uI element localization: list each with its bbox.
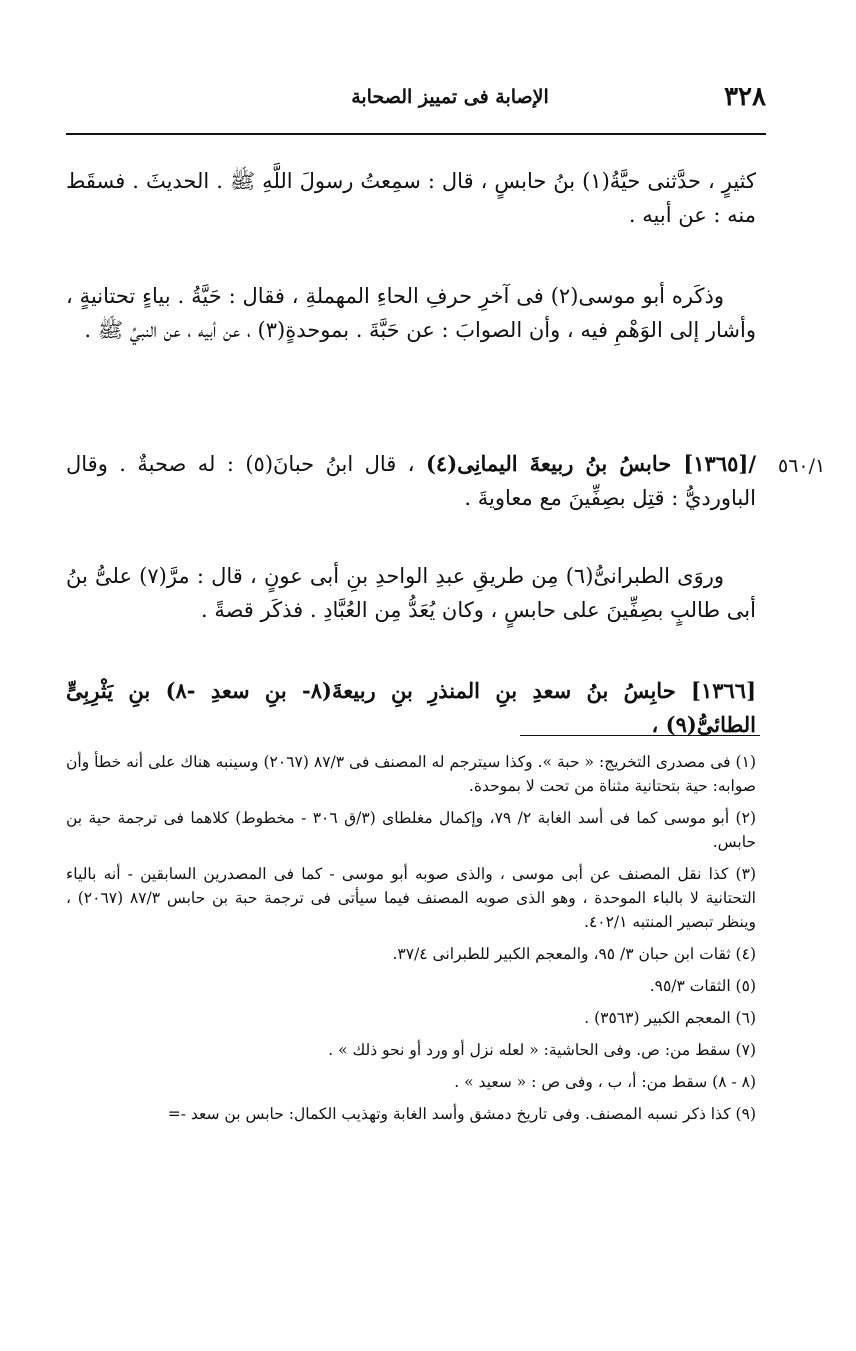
footnote: (٥) الثقات ٩٥/٣. <box>649 977 756 996</box>
footnote: (١) فى مصدرى التخريج: « حبة ». وكذا سيترجم له المصنف فى ٨٧/٣ (٢٠٦٧) وسينبه هناك على أنه خطأ وأن صوابه: حية بتحتانية مثناة من تحت لا بموحدة. <box>66 753 756 796</box>
paragraph: وذكَره أبو موسى(٢) فى آخرِ حرفِ الحاءِ المهملةِ ، فقال : حَيَّةُ . بياءٍ تحتانيةٍ ، وأشار إلى الوَهْمِ فيه ، وأن الصوابَ : عن حَبَّةَ . بموحدةٍ(٣) ، عن أبيه ، عن النبيِّ ﷺ . <box>66 284 756 342</box>
entry-heading: /[١٣٦٥] حابسُ بنُ ربيعةَ اليمانِى(٤) <box>425 451 757 476</box>
footnote: (٣) كذا نقل المصنف عن أبى موسى ، والذى صوبه أبو موسى - كما فى المصدرين السابقين - أنه بالياء التحتانية لا بالباء الموحدة ، وهو الذى صوبه المصنف فيما سيأتى فى ترجمة حبة بن حابس ٨٧/٣ (٢٠٦٧) ، وينظر تبصير المنتبه ٤٠٢/١. <box>66 865 756 932</box>
footnote: (٢) أبو موسى كما فى أسد الغابة ٢/ ٧٩، وإكمال مغلطاى (٣/ق ٣٠٦ - مخطوط) كلاهما فى ترجمة حية بن حابس. <box>66 809 756 852</box>
footnote-rule <box>520 735 760 736</box>
entry-1366-heading: [١٣٦٦] حابِسُ بنُ سعدِ بنِ المنذرِ بنِ ربيعةَ(٨- بنِ سعدِ -٨) بنِ يَثْرِبِىٍّ الطائىُّ(٩) ، <box>66 678 756 737</box>
footnote: (٩) كذا ذكر نسبه المصنف. وفى تاريخ دمشق وأسد الغابة وتهذيب الكمال: حابس بن سعد -= <box>167 1105 756 1124</box>
running-title: الإصابة فى تمييز الصحابة <box>351 86 549 108</box>
page-header <box>70 82 766 122</box>
paragraph: وروَى الطبرانىُّ(٦) مِن طريقِ عبدِ الواحدِ بنِ أبى عونٍ ، قال : مرَّ(٧) علىُّ بنُ أبى طالبٍ بصِفِّينَ على حابسٍ ، وكان يُعَدُّ مِن العُبَّادِ . فذكَر قصةً . <box>66 564 756 622</box>
paragraph: كثيرٍ ، حدَّثنى حيَّةُ(١) بنُ حابسٍ ، قال : سمِعتُ رسولَ اللَّهِ ﷺ . الحديثَ . فسقَط منه : عن أبيه . <box>66 169 756 227</box>
footnote: (٧) سقط من: ص. وفى الحاشية: « لعله نزل أو ورد أو نحو ذلك » . <box>328 1041 756 1060</box>
footnote: (٨ - ٨) سقط من: أ، ب ، وفى ص : « سعيد » . <box>454 1073 756 1092</box>
footnotes <box>66 750 756 1134</box>
footnote: (٦) المعجم الكبير (٣٥٦٣) . <box>584 1009 756 1028</box>
entry-text: ، قال ابنُ حبانَ(٥) : له صحبةٌ . وقال الباورديُّ : قتِل بصِفِّينَ مع معاويةَ . <box>66 452 756 510</box>
footnote: (٤) ثقات ابن حبان ٣/ ٩٥، والمعجم الكبير للطبرانى ٣٧/٤. <box>392 945 756 964</box>
margin-note: ٥٦٠/١ <box>778 455 826 477</box>
entry-1365 <box>66 447 756 515</box>
page-number: ٣٢٨ <box>724 82 766 112</box>
header-rule <box>66 133 766 135</box>
